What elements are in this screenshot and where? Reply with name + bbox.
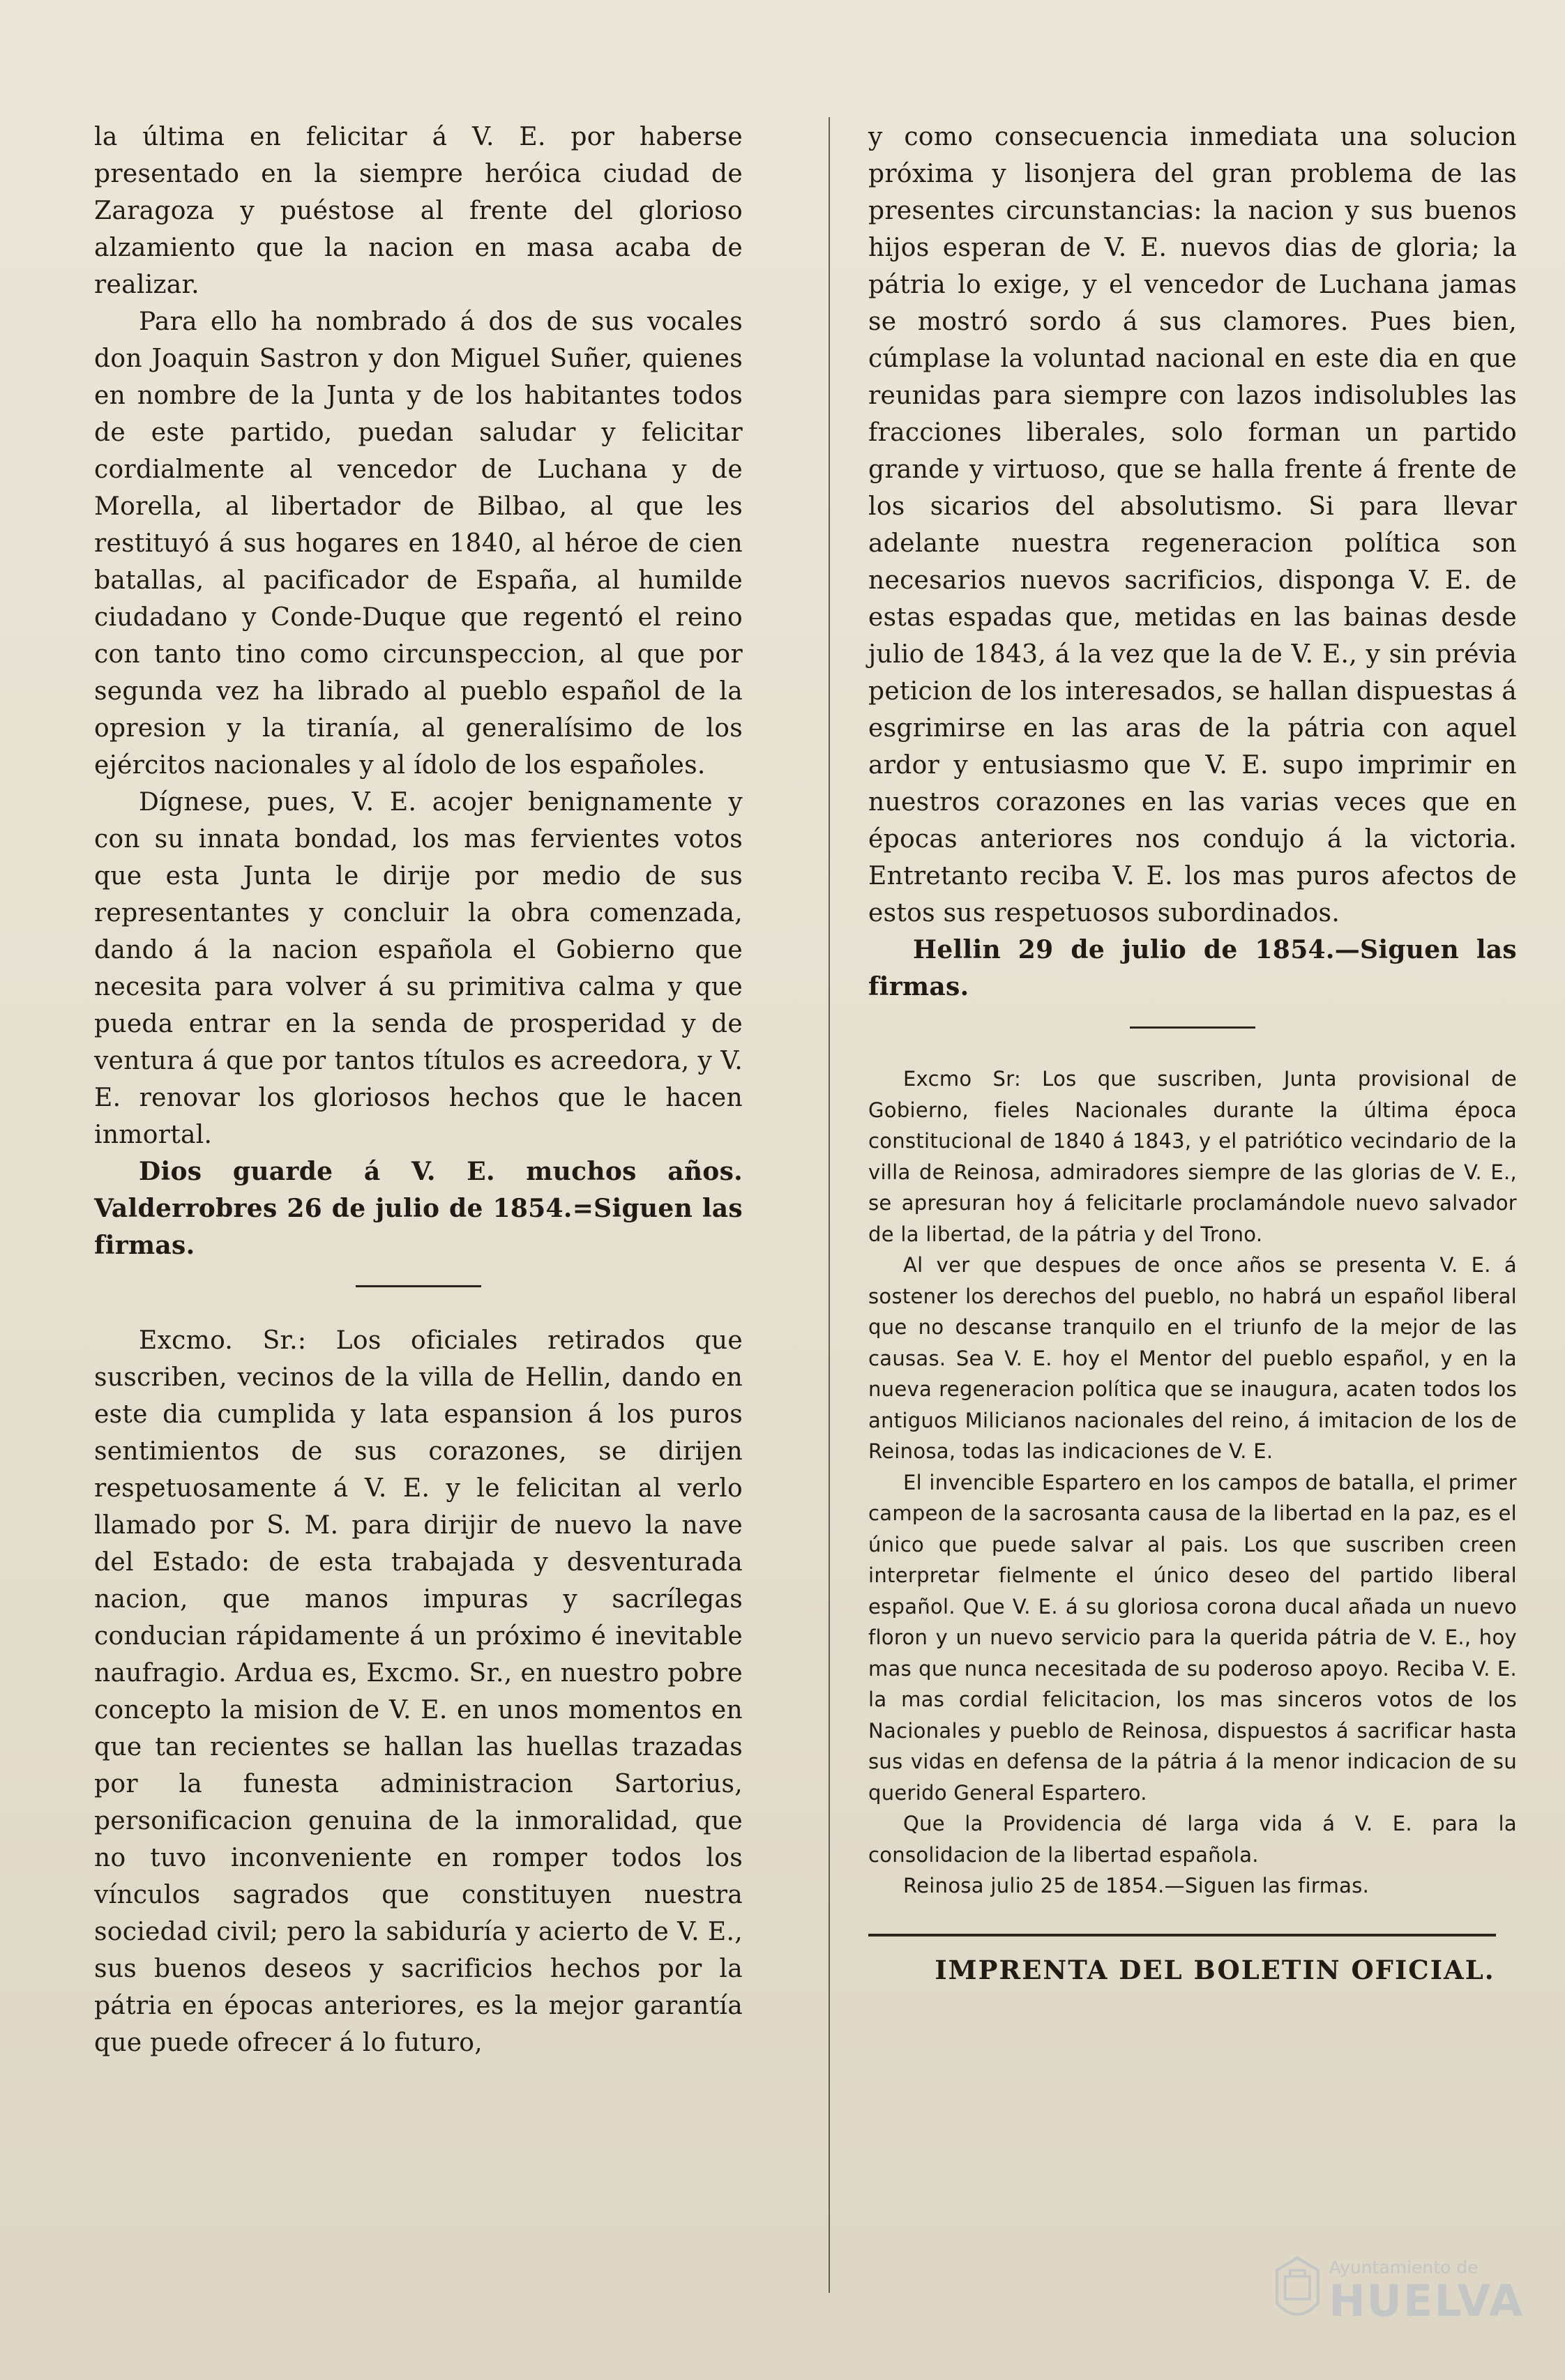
paragraph-hellin-officers: Excmo. Sr.: Los oficiales retirados que suscriben, vecinos de la villa de Hellin, dando en este dia cumplida y lata espansion á los puros sentimientos de sus corazones, se dirijen respetuosamente á V. E. y le felicitan al verlo llamado por S. M. para dirijir de nuevo la nave del Estado: de esta trabajada y desventurada nacion, que manos impuras y sacrílegas conducian rápidamente á un próximo é inevitable naufragio. Ardua es, Excmo. Sr., en nuestro pobre concepto la mision de V. E. en unos momentos en que tan recientes se hallan las huellas trazadas por la funesta administracion Sartorius, personificacion genuina de la inmoralidad, que no tuvo inconveniente en romper todos los vínculos sagrados que constituyen nuestra sociedad civil; pero la sabiduría y acierto de V. E., sus buenos deseos y sacrificios hechos por la pátria en épocas anteriores, es la mejor garantía que puede ofrecer á lo futuro, xyxy=(94,1326,743,2057)
section-divider xyxy=(1130,1026,1255,1029)
reinosa-paragraph-3: El invencible Espartero en los campos de batalla, el primer campeon de la sacrosanta causa de la libertad en la paz, es el único que puede salvar al pais. Los que suscriben creen interpretar fielmente el único deseo del partido liberal español. Que V. E. á su gloriosa corona ducal añada un nuevo floron y un nuevo servicio para la querida pátria de V. E., hoy mas que nunca necesitada de su poderoso apoyo. Reciba V. E. la mas cordial felicitacion, los mas sinceros votos de los Nacionales y pueblo de Reinosa, dispuestos á sacrificar hasta sus vidas en defensa de la pátria á la menor indicacion de su querido General Espartero. xyxy=(868,1470,1517,1805)
right-column xyxy=(868,119,1517,1989)
reinosa-paragraph-2: Al ver que despues de once años se presenta V. E. á sostener los derechos del pueblo, no habrá un español liberal que no descanse tranquilo en el triunfo de la mejor de las causas. Sea V. E. hoy el Mentor del pueblo español, y en la nueva regeneracion política que se inaugura, acaten todos los antiguos Milicianos nacionales del reino, á imitacion de los de Reinosa, todas las indicaciones de V. E. xyxy=(868,1253,1517,1463)
watermark-line-1: Ayuntamiento de xyxy=(1329,2257,1479,2277)
hellin-signature: Hellin 29 de julio de 1854.—Siguen las firmas. xyxy=(868,935,1517,1001)
paragraph-hellin-continuation: y como consecuencia inmediata una solucion próxima y lisonjera del gran problema de las presentes circunstancias: la nacion y sus buenos hijos esperan de V. E. nuevos dias de gloria; la pátria lo exige, y el vencedor de Luchana jamas se mostró sordo á sus clamores. Pues bien, cúmplase la voluntad nacional en este dia en que reunidas para siempre con lazos indisolubles las fracciones liberales, solo forman un partido grande y virtuoso, que se halla frente á frente de los sicarios del absolutismo. Si para llevar adelante nuestra regeneracion política son necesarios nuevos sacrificios, disponga V. E. de estas espadas que, metidas en las bainas desde julio de 1843, á la vez que la de V. E., y sin prévia peticion de los interesados, se hallan dispuestas á esgrimirse en las aras de la pátria con aquel ardor y entusiasmo que V. E. supo imprimir en nuestros corazones en las varias veces que en épocas anteriores nos condujo á la victoria. Entretanto reciba V. E. los mas puros afectos de estos sus respetuosos subordinados. xyxy=(868,123,1517,927)
reinosa-signature: Reinosa julio 25 de 1854.—Siguen las firmas. xyxy=(903,1874,1370,1897)
reinosa-letter xyxy=(868,1063,1517,1902)
left-column xyxy=(94,119,743,2061)
paragraph-fervent-votes: Dígnese, pues, V. E. acojer benignamente y con su innata bondad, los mas fervientes votos que esta Junta le dirije por medio de sus representantes y concluir la obra comenzada, dando á la nacion española el Gobierno que necesita para volver á su primitiva calma y que pueda entrar en la senda de prosperidad y de ventura á que por tantos títulos es acreedora, y V. E. renovar los gloriosos hechos que le hacen inmortal. xyxy=(94,788,743,1149)
section-divider xyxy=(356,1285,481,1287)
reinosa-paragraph-4: Que la Providencia dé larga vida á V. E. para la consolidacion de la libertad española. xyxy=(868,1812,1517,1867)
watermark-line-2: HUELVA xyxy=(1329,2275,1524,2326)
column-rule xyxy=(829,117,830,2293)
huelva-watermark xyxy=(1273,2218,1524,2364)
valderrobres-signature: Dios guarde á V. E. muchos años. Valderrobres 26 de julio de 1854.=Siguen las firmas. xyxy=(94,1157,743,1260)
paragraph-zaragoza-felicitation: la última en felicitar á V. E. por haberse presentado en la siempre heróica ciudad de Zaragoza y puéstose al frente del glorioso alzamiento que la nacion en masa acaba de realizar. xyxy=(94,123,743,299)
coat-of-arms-icon xyxy=(1273,2228,1322,2354)
imprint-rule xyxy=(868,1934,1496,1936)
reinosa-paragraph-1: Excmo Sr: Los que suscriben, Junta provisional de Gobierno, fieles Nacionales durante la última época constitucional de 1840 á 1843, y el patriótico vecindario de la villa de Reinosa, admiradores siempre de las glorias de V. E., se apresuran hoy á felicitarle proclamándole nuevo salvador de la libertad, de la pátria y del Trono. xyxy=(868,1067,1517,1246)
imprint-footer: IMPRENTA DEL BOLETIN OFICIAL. xyxy=(935,1954,1495,1985)
paragraph-junta-representatives: Para ello ha nombrado á dos de sus vocales don Joaquin Sastron y don Miguel Suñer, quienes en nombre de la Junta y de los habitantes todos de este partido, puedan saludar y felicitar cordialmente al vencedor de Luchana y de Morella, al libertador de Bilbao, al que les restituyó á sus hogares en 1840, al héroe de cien batallas, al pacificador de España, al humilde ciudadano y Conde-Duque que regentó el reino con tanto tino como circunspeccion, al que por segunda vez ha librado al pueblo español de la opresion y la tiranía, al generalísimo de los ejércitos nacionales y al ídolo de los españoles. xyxy=(94,308,743,780)
